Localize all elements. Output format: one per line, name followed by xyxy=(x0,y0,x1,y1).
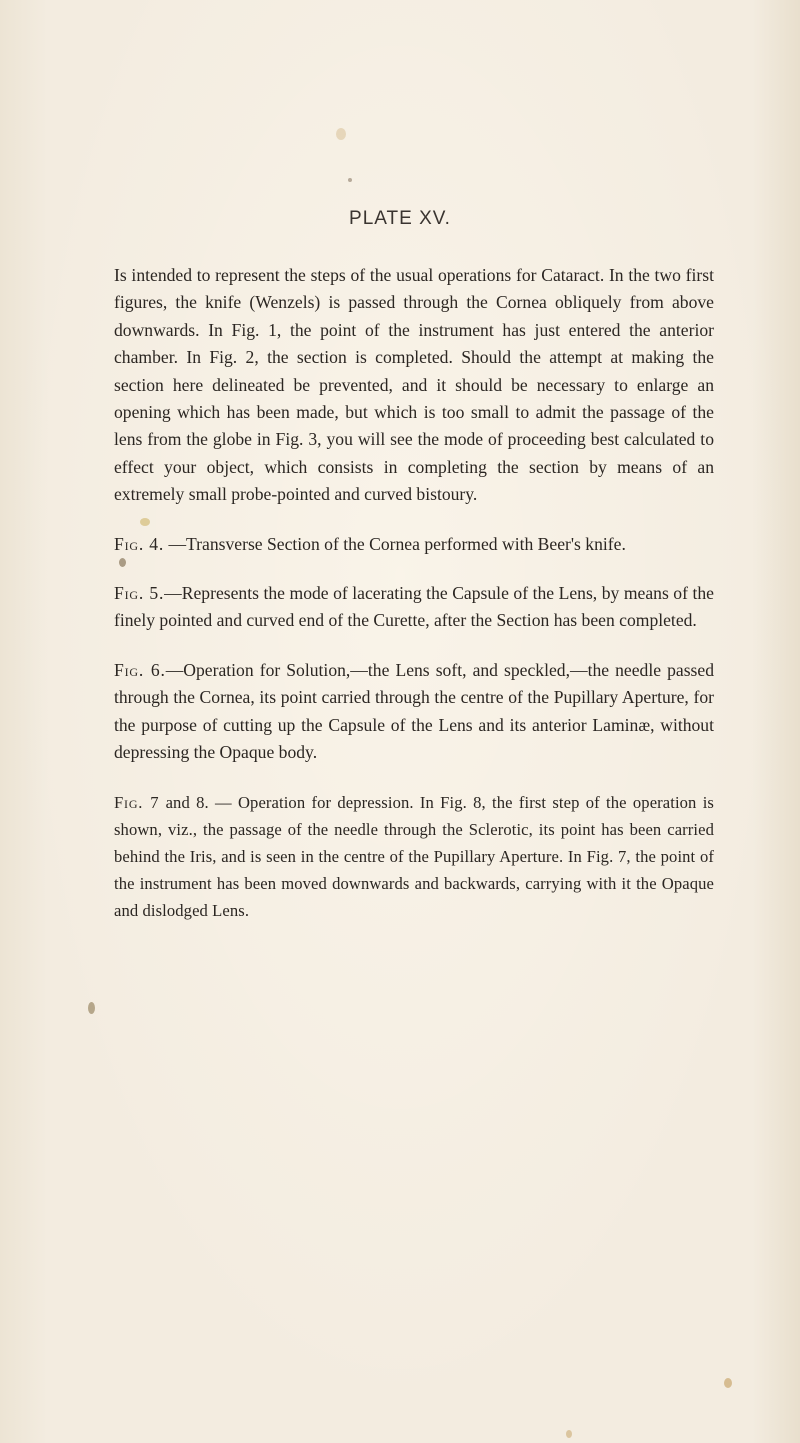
ink-spot xyxy=(336,128,346,140)
figure-label: Fig. 4. xyxy=(114,533,165,554)
ink-spot xyxy=(348,178,352,182)
figure-label: Fig. 7 xyxy=(114,792,160,812)
intro-paragraph: Is intended to represent the steps of the usual operations for Cataract. In the two first figures, the knife (Wenzels) is passed through the Cornea obliquely from above downwards. In Fig. 1, the point of the instrument has just entered the anterior chamber. In Fig. 2, the section is completed. Should the attempt at making the section here delineated be prevented, and it should be necessary to enlarge an opening which has been made, but which is too small to admit the passage of the lens from the globe in Fig. 3, you will see the mode of proceeding best calculated to effect your object, which consists in completing the section by means of an extremely small probe-pointed and curved bistoury. xyxy=(114,265,714,505)
figure-caption: and 8. — Operation for depression. In Fig. 8, the first step of the operation is shown, viz., the passage of the needle through the Sclerotic, its point has been carried behind the Iris, and is seen in the centre of the Pupillary Aperture. In Fig. 7, the point of the instrument has been moved downwards and backwards, carrying with it the Opaque and dislodged Lens. xyxy=(114,792,714,920)
figure-label: Fig. 6. xyxy=(114,659,166,680)
fig-5-paragraph xyxy=(114,580,714,635)
plate-description xyxy=(114,262,714,946)
fig-6-paragraph xyxy=(114,657,714,767)
ink-spot xyxy=(724,1378,732,1388)
figure-caption: —Operation for Solution,—the Lens soft, and speckled,—the needle passed through the Cornea, its point carried through the centre of the Pupillary Aperture, for the purpose of cutting up the Capsule of the Lens and its anterior Laminæ, without depressing the Opaque body. xyxy=(114,659,714,763)
figure-label: Fig. 5. xyxy=(114,583,165,604)
fig-4-paragraph xyxy=(114,531,714,558)
ink-spot xyxy=(566,1430,572,1438)
figure-caption: —Transverse Section of the Cornea performed with Beer's knife. xyxy=(164,533,626,554)
figure-caption: —Represents the mode of lacerating the Capsule of the Lens, by means of the finely pointed and curved end of the Curette, after the Section has been completed. xyxy=(114,583,714,631)
plate-title: PLATE XV. xyxy=(349,208,451,229)
fig-7-8-paragraph xyxy=(114,789,714,924)
ink-spot xyxy=(88,1002,95,1014)
